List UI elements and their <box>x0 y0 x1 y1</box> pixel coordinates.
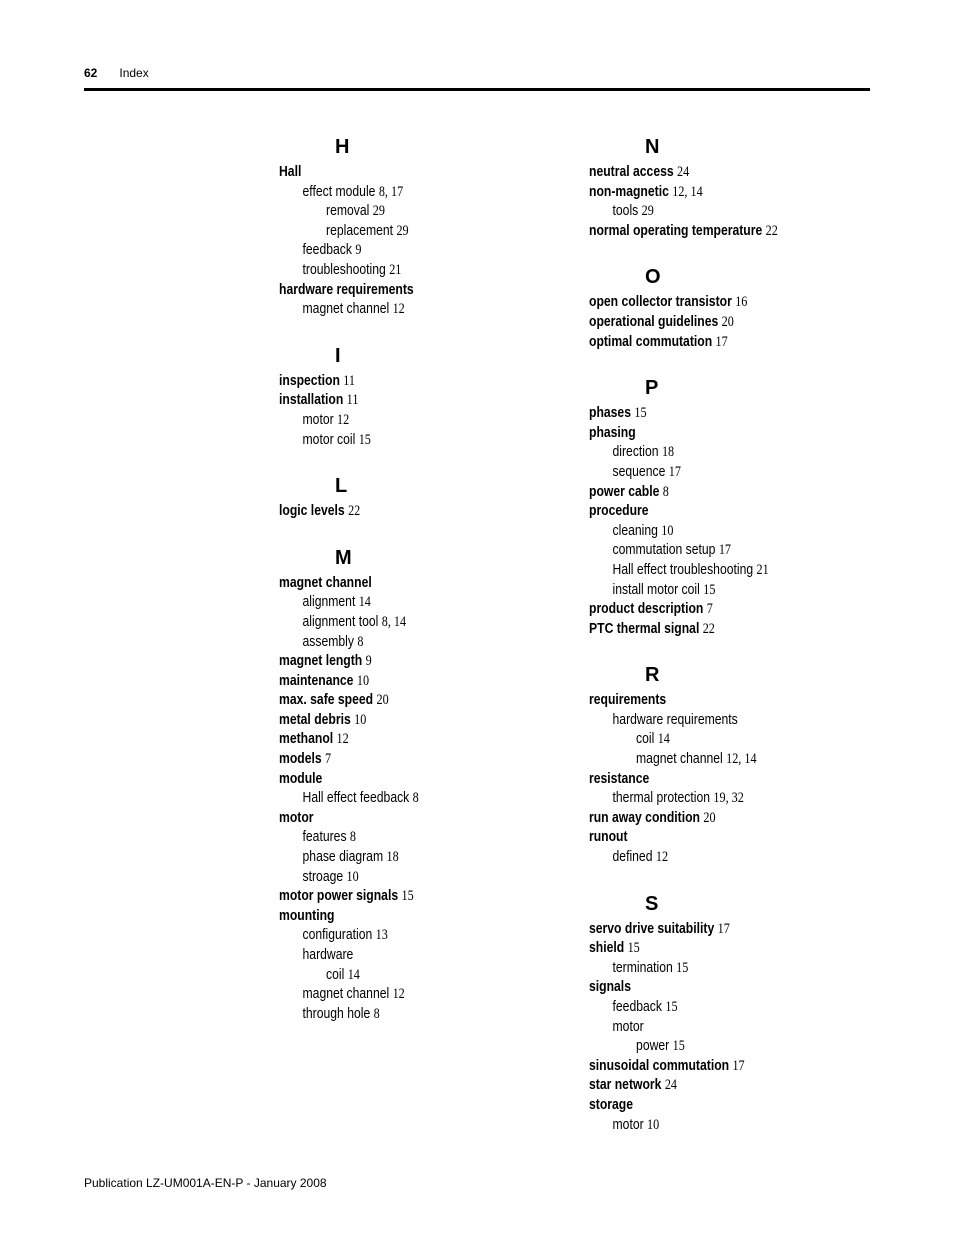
entry-pages: 18 <box>661 444 675 461</box>
entry-pages: 10 <box>356 672 370 689</box>
entry-term: operational guidelines <box>589 313 719 330</box>
entry-pages: 8, 14 <box>381 613 407 630</box>
entry-pages: 15 <box>676 959 689 976</box>
index-entry <box>589 313 841 333</box>
index-subentry <box>589 848 841 868</box>
entry-pages: 17 <box>732 1057 745 1074</box>
index-entry <box>589 828 841 848</box>
index-entry <box>589 293 841 313</box>
index-subentry <box>589 998 841 1018</box>
entry-pages: 8, 17 <box>378 183 404 200</box>
index-entry <box>279 163 531 183</box>
index-subentry <box>589 711 841 731</box>
entry-pages: 14 <box>657 731 670 748</box>
entry-term: Hall effect troubleshooting <box>612 561 754 578</box>
index-entry <box>279 391 531 411</box>
entry-pages: 10 <box>647 1116 660 1133</box>
entry-pages: 12 <box>336 731 349 748</box>
index-entry <box>279 502 531 522</box>
entry-pages: 12 <box>337 411 350 428</box>
entry-term: hardware <box>302 947 354 963</box>
entry-term: phases <box>589 405 631 422</box>
index-subentry <box>279 261 531 281</box>
index-subentry <box>589 1116 841 1136</box>
entry-pages: 18 <box>386 849 399 866</box>
entry-pages: 14 <box>358 594 371 611</box>
entry-pages: 15 <box>703 581 716 598</box>
entry-pages: 10 <box>661 522 674 539</box>
header-rule <box>84 88 870 91</box>
entry-pages: 20 <box>721 313 734 330</box>
entry-term: effect module <box>302 183 376 200</box>
entry-pages: 10 <box>346 868 359 885</box>
entry-term: feedback <box>612 999 662 1015</box>
entry-term: motor <box>302 411 334 428</box>
entry-term: motor <box>279 809 314 826</box>
entry-pages: 15 <box>358 431 371 448</box>
entry-term: metal debris <box>279 711 351 728</box>
index-subentry <box>279 222 531 242</box>
entry-pages: 17 <box>717 920 730 937</box>
index-entry <box>589 1096 841 1116</box>
entry-pages: 8 <box>349 829 357 846</box>
entry-pages: 22 <box>765 222 778 239</box>
entry-term: magnet channel <box>302 986 390 1003</box>
entry-pages: 17 <box>718 542 731 559</box>
entry-term: optimal commutation <box>589 333 713 350</box>
index-subentry <box>589 1037 841 1057</box>
index-entry <box>589 183 841 203</box>
entry-pages: 20 <box>376 692 389 709</box>
index-subentry <box>589 463 841 483</box>
entry-term: replacement <box>326 222 394 239</box>
entry-term: hardware requirements <box>612 711 738 728</box>
entry-term: resistance <box>589 770 650 787</box>
entry-term: direction <box>612 444 659 461</box>
entry-pages: 10 <box>354 711 367 728</box>
entry-term: through hole <box>302 1005 371 1022</box>
entry-term: PTC thermal signal <box>589 620 700 637</box>
index-entry <box>279 750 531 770</box>
index-letter-group <box>279 476 579 522</box>
entry-pages: 15 <box>672 1038 685 1055</box>
index-entry <box>589 920 841 940</box>
index-entry <box>279 672 531 692</box>
publication-footer: Publication LZ-UM001A-EN-P - January 2008 <box>84 1176 327 1190</box>
entry-term: servo drive suitability <box>589 920 715 937</box>
entry-term: motor coil <box>302 431 356 448</box>
index-subentry <box>279 202 531 222</box>
entry-pages: 20 <box>703 809 716 826</box>
entry-term: cleaning <box>612 522 658 539</box>
entry-term: runout <box>589 829 628 846</box>
entry-term: coil <box>636 731 655 748</box>
entry-term: neutral access <box>589 164 674 180</box>
index-entry <box>589 1057 841 1077</box>
entry-term: product description <box>589 601 704 618</box>
entry-term: signals <box>589 979 631 996</box>
entry-term: power <box>636 1038 670 1055</box>
index-entry <box>589 1076 841 1096</box>
entry-pages: 24 <box>677 164 690 180</box>
index-subentry <box>589 1018 841 1038</box>
index-entry <box>589 502 841 522</box>
index-entry <box>589 483 841 503</box>
entry-pages: 17 <box>668 463 681 480</box>
entry-term: commutation setup <box>612 542 716 559</box>
index-letter-heading: P <box>645 377 659 400</box>
entry-term: assembly <box>302 633 354 650</box>
index-entry <box>279 770 531 790</box>
entry-term: magnet length <box>279 653 363 670</box>
entry-term: coil <box>326 966 345 983</box>
index-subentry <box>589 789 841 809</box>
index-letter-group <box>279 548 579 1025</box>
entry-pages: 29 <box>372 203 385 220</box>
index-subentry <box>279 966 531 986</box>
entry-term: sequence <box>612 463 666 480</box>
entry-pages: 13 <box>375 927 388 944</box>
entry-pages: 22 <box>348 503 361 520</box>
index-letter-group <box>589 137 889 241</box>
entry-pages: 24 <box>664 1077 678 1094</box>
index-letter-group <box>589 894 889 1136</box>
entry-term: normal operating temperature <box>589 222 763 239</box>
entry-pages: 12 <box>392 301 405 318</box>
entry-term: termination <box>612 959 673 976</box>
entry-pages: 15 <box>634 405 647 422</box>
entry-term: power cable <box>589 483 660 500</box>
index-entry <box>589 222 841 242</box>
page-header <box>84 66 149 80</box>
entry-pages: 29 <box>641 203 654 220</box>
index-column-left <box>279 137 579 1024</box>
index-column-right <box>589 137 889 1135</box>
entry-pages: 8 <box>357 633 364 650</box>
entry-term: feedback <box>302 242 352 259</box>
entry-term: mounting <box>279 907 335 924</box>
entry-term: hardware requirements <box>279 281 414 298</box>
entry-term: sinusoidal commutation <box>589 1057 730 1074</box>
index-letter-heading: O <box>645 266 661 289</box>
entry-term: max. safe speed <box>279 692 374 709</box>
entry-pages: 9 <box>355 242 362 259</box>
index-subentry <box>279 431 531 451</box>
index-entry <box>589 333 841 353</box>
entry-term: magnet channel <box>636 751 723 768</box>
entry-pages: 16 <box>735 294 748 311</box>
section-title: Index <box>119 66 149 80</box>
entry-term: module <box>279 770 323 787</box>
index-entry <box>589 809 841 829</box>
index-subentry <box>279 1005 531 1025</box>
index-letter-group <box>589 267 889 352</box>
entry-term: configuration <box>302 927 373 944</box>
index-subentry <box>589 561 841 581</box>
index-letter-heading: M <box>335 546 352 569</box>
entry-term: motor power signals <box>279 888 399 905</box>
entry-pages: 17 <box>715 333 728 350</box>
index-letter-heading: L <box>335 475 348 498</box>
entry-term: tools <box>612 203 639 220</box>
index-subentry <box>279 926 531 946</box>
entry-term: methanol <box>279 731 334 748</box>
entry-term: procedure <box>589 503 649 520</box>
index-entry <box>589 404 841 424</box>
entry-pages: 12 <box>655 849 669 866</box>
index-entry <box>589 424 841 444</box>
entry-term: alignment <box>302 594 356 611</box>
index-entry <box>279 809 531 829</box>
entry-term: non-magnetic <box>589 183 669 200</box>
entry-pages: 21 <box>389 261 402 278</box>
index-entry <box>589 978 841 998</box>
index-entry <box>279 372 531 392</box>
index-subentry <box>589 541 841 561</box>
entry-pages: 12 <box>392 986 405 1003</box>
entry-term: troubleshooting <box>302 261 386 278</box>
entry-term: Hall <box>279 164 302 180</box>
entry-term: motor <box>612 1116 644 1133</box>
entry-pages: 8 <box>412 790 419 807</box>
entry-pages: 11 <box>346 392 359 409</box>
entry-pages: 19, 32 <box>713 790 744 807</box>
index-entry <box>279 281 531 301</box>
index-subentry <box>279 789 531 809</box>
index-entry <box>589 939 841 959</box>
entry-pages: 15 <box>401 888 414 905</box>
index-subentry <box>589 581 841 601</box>
index-entry <box>279 691 531 711</box>
index-entry <box>279 907 531 927</box>
entry-term: defined <box>612 849 653 866</box>
entry-term: storage <box>589 1096 634 1113</box>
index-subentry <box>279 241 531 261</box>
index-subentry <box>589 959 841 979</box>
entry-term: inspection <box>279 372 340 389</box>
index-entry <box>589 770 841 790</box>
index-entry <box>589 163 841 183</box>
index-letter-heading: S <box>645 892 659 915</box>
index-letter-heading: H <box>335 136 350 158</box>
entry-term: open collector transistor <box>589 294 732 311</box>
entry-pages: 14 <box>347 966 360 983</box>
entry-term: thermal protection <box>612 790 711 807</box>
index-subentry <box>279 828 531 848</box>
index-entry <box>279 574 531 594</box>
index-subentry <box>589 443 841 463</box>
entry-term: Hall effect feedback <box>302 790 410 807</box>
index-subentry <box>279 411 531 431</box>
entry-pages: 7 <box>706 601 713 618</box>
index-subentry <box>279 183 531 203</box>
index-subentry <box>279 633 531 653</box>
index-subentry <box>589 202 841 222</box>
index-subentry <box>279 946 531 966</box>
entry-term: requirements <box>589 692 667 709</box>
entry-term: phase diagram <box>302 849 384 866</box>
entry-pages: 8 <box>662 483 669 500</box>
index-entry <box>589 600 841 620</box>
entry-term: run away condition <box>589 809 700 826</box>
entry-term: removal <box>326 203 370 220</box>
index-entry <box>279 711 531 731</box>
index-entry <box>589 691 841 711</box>
index-subentry <box>279 300 531 320</box>
entry-pages: 15 <box>665 999 678 1015</box>
entry-pages: 29 <box>396 222 409 239</box>
index-subentry <box>279 848 531 868</box>
index-subentry <box>279 613 531 633</box>
entry-term: logic levels <box>279 503 345 520</box>
index-letter-group <box>279 346 579 450</box>
index-subentry <box>589 522 841 542</box>
index-entry <box>279 652 531 672</box>
entry-pages: 9 <box>365 653 372 670</box>
entry-pages: 12, 14 <box>726 751 757 768</box>
index-subentry <box>589 750 841 770</box>
page-number: 62 <box>84 66 98 80</box>
entry-term: features <box>302 829 347 846</box>
entry-pages: 7 <box>325 751 332 768</box>
index-letter-heading: I <box>335 344 341 367</box>
index-letter-heading: R <box>645 664 660 687</box>
index-letter-group <box>589 378 889 639</box>
entry-term: stroage <box>302 868 344 885</box>
entry-term: shield <box>589 940 625 957</box>
entry-pages: 12, 14 <box>672 183 703 200</box>
entry-term: magnet channel <box>302 301 390 318</box>
entry-term: phasing <box>589 424 636 441</box>
index-subentry <box>279 593 531 613</box>
index-letter-group <box>279 137 579 320</box>
index-subentry <box>279 868 531 888</box>
index-entry <box>279 730 531 750</box>
entry-term: alignment tool <box>302 613 379 630</box>
entry-term: star network <box>589 1077 662 1094</box>
entry-term: magnet channel <box>279 574 372 591</box>
entry-pages: 15 <box>627 940 640 957</box>
entry-term: install motor coil <box>612 581 700 598</box>
index-entry <box>589 620 841 640</box>
index-entry <box>279 887 531 907</box>
entry-term: maintenance <box>279 672 354 689</box>
index-subentry <box>589 730 841 750</box>
entry-pages: 8 <box>373 1005 380 1022</box>
entry-pages: 22 <box>702 620 715 637</box>
index-subentry <box>279 985 531 1005</box>
entry-pages: 21 <box>756 561 769 578</box>
index-letter-group <box>589 665 889 867</box>
entry-term: models <box>279 751 322 768</box>
entry-pages: 11 <box>343 372 356 389</box>
index-letter-heading: N <box>645 136 660 158</box>
entry-term: installation <box>279 392 344 409</box>
entry-term: motor <box>612 1018 644 1035</box>
